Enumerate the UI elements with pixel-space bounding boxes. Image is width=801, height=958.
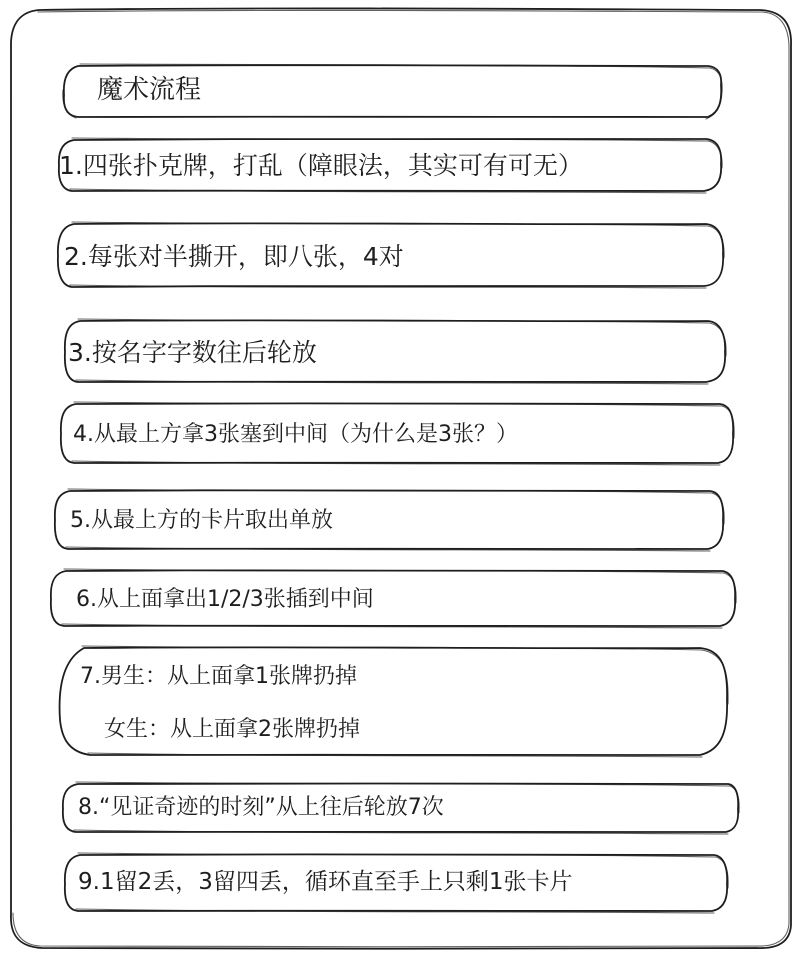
step-label-8: 8.“见证奇迹的时刻”从上往后轮放7次 [78,795,444,820]
step-label-2: 2.每张对半撕开，即八张，4对 [64,242,404,271]
step-label-1: 1.四张扑克牌，打乱（障眼法，其实可有可无） [59,151,583,180]
step-label-3: 3.按名字字数往后轮放 [68,338,317,367]
step-label-6: 6.从上面拿出1/2/3张插到中间 [76,587,374,612]
step-label-4: 4.从最上方拿3张塞到中间（为什么是3张？） [73,422,518,447]
step-label-7-male: 7.男生：从上面拿1张牌扔掉 [80,664,357,689]
step-label-7-female: 女生：从上面拿2张牌扔掉 [104,717,360,742]
step-label-5: 5.从最上方的卡片取出单放 [70,508,333,533]
step-label-9: 9.1留2丢，3留四丢，循环直至手上只剩1张卡片 [78,869,573,895]
title-label: 魔术流程 [97,75,202,105]
